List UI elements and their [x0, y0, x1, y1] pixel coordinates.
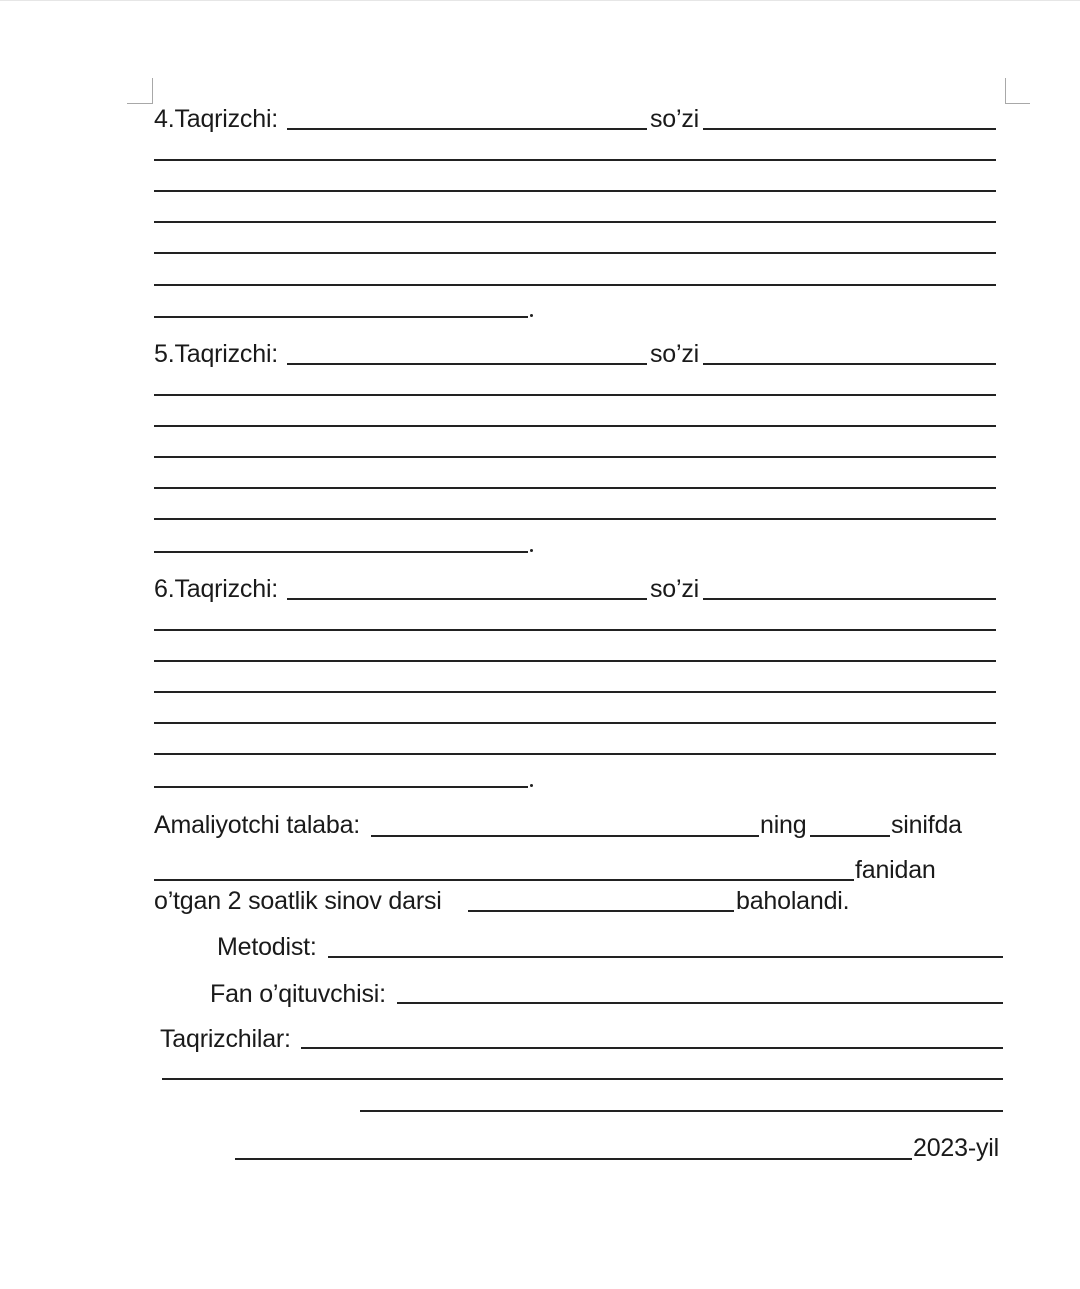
- review-text-line: [154, 518, 996, 520]
- review-text-line: [154, 425, 996, 427]
- lesson-text: o’tgan 2 soatlik sinov darsi: [154, 887, 442, 915]
- review-text-line: [154, 722, 996, 724]
- review-text-line: [154, 159, 996, 161]
- review-text-line: [154, 629, 996, 631]
- baholandi-label: baholandi.: [736, 887, 850, 915]
- ning-suffix: ning: [760, 811, 807, 839]
- reviewers-label: Taqrizchilar:: [160, 1025, 291, 1053]
- reviewers-signature-line: [360, 1110, 1003, 1112]
- review-heading: 6.Taqrizchi:: [154, 575, 279, 603]
- reviewers-signature-line: [162, 1078, 1003, 1080]
- reviewer-name-line: [287, 363, 647, 365]
- teacher-label: Fan o’qituvchisi:: [210, 980, 386, 1008]
- review-heading: 5.Taqrizchi:: [154, 340, 279, 368]
- subject-line: [154, 879, 854, 881]
- grade-line: [468, 910, 734, 912]
- review-text-line: [703, 363, 996, 365]
- review-text-line: [154, 786, 528, 788]
- metodist-label: Metodist:: [217, 933, 317, 961]
- student-label: Amaliyotchi talaba:: [154, 811, 361, 839]
- student-name-line: [371, 835, 759, 837]
- review-text-line: [154, 753, 996, 755]
- year-label: 2023-yil: [913, 1134, 999, 1162]
- sinifda-label: sinifda: [891, 811, 962, 839]
- review-text-line: [154, 190, 996, 192]
- teacher-signature-line: [397, 1002, 1003, 1004]
- review-text-line: [154, 316, 528, 318]
- period-mark: [530, 784, 533, 787]
- review-word-label: so’zi: [650, 340, 700, 368]
- review-text-line: [154, 456, 996, 458]
- review-text-line: [154, 551, 528, 553]
- review-text-line: [154, 284, 996, 286]
- review-text-line: [703, 598, 996, 600]
- metodist-signature-line: [328, 956, 1003, 958]
- review-text-line: [154, 660, 996, 662]
- review-word-label: so’zi: [650, 105, 700, 133]
- period-mark: [530, 549, 533, 552]
- review-text-line: [154, 394, 996, 396]
- page-top-border: [0, 0, 1080, 1]
- review-text-line: [154, 691, 996, 693]
- review-text-line: [154, 252, 996, 254]
- reviewers-signature-line: [301, 1047, 1003, 1049]
- date-line: [235, 1158, 912, 1160]
- review-text-line: [154, 487, 996, 489]
- reviewer-name-line: [287, 598, 647, 600]
- review-text-line: [703, 128, 996, 130]
- review-word-label: so’zi: [650, 575, 700, 603]
- fanidan-label: fanidan: [855, 856, 936, 884]
- review-text-line: [154, 221, 996, 223]
- period-mark: [530, 314, 533, 317]
- reviewer-name-line: [287, 128, 647, 130]
- class-line: [810, 835, 890, 837]
- review-heading: 4.Taqrizchi:: [154, 105, 279, 133]
